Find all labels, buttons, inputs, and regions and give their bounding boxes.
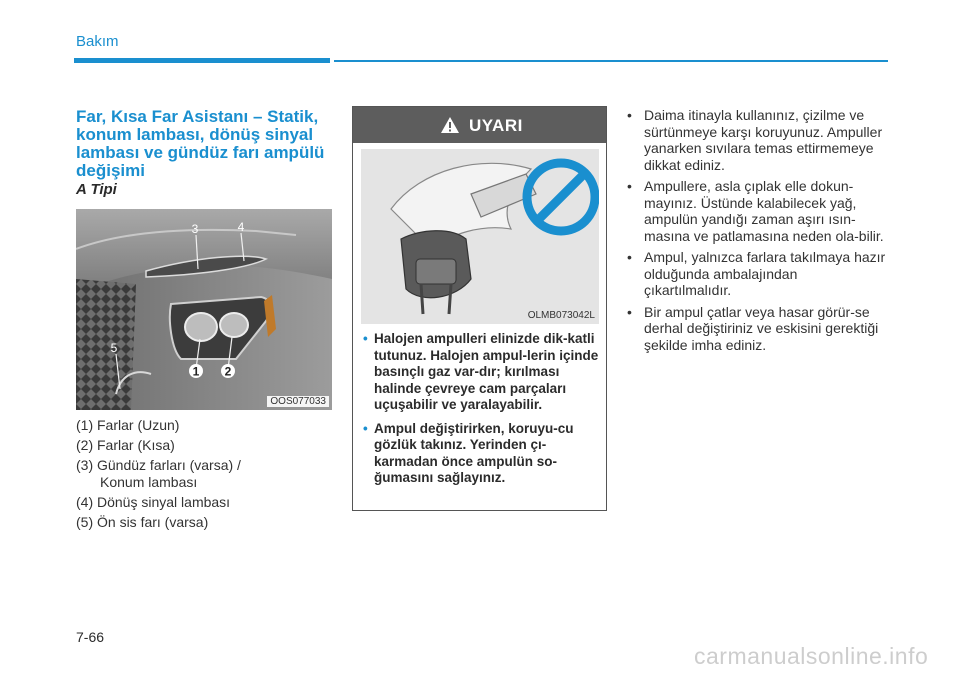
list-item: • Ampullere, asla çıplak elle dokun-mayınız. Üstünde kalabilecek yağ, ampulün yandığı zaman aşırı ısın-masına ve patlamasına neden ola-bilir. xyxy=(627,178,884,244)
list-item: • Bir ampul çatlar veya hasar görür-se derhal değiştiriniz ve eskisini gerektiği şekilde imha ediniz. xyxy=(627,303,879,353)
parts-item: (1) Farlar (Uzun) xyxy=(76,417,180,433)
list-item: • Daima itinayla kullanınız, çizilme ve sürtünmeye karşı koruyunuz. Ampuller yanarken sıvılara temas ettirmemeye dikkat ediniz. xyxy=(627,107,883,173)
header-rule-thin xyxy=(334,60,888,62)
page-number: 7-66 xyxy=(76,629,105,645)
parts-item: (4) Dönüş sinyal lambası xyxy=(76,493,231,510)
callout-2: 2 xyxy=(224,364,232,379)
header-rule-thick xyxy=(74,58,330,63)
bulb-figure xyxy=(361,149,599,324)
callout-1: 1 xyxy=(192,364,200,379)
car-front-illustration xyxy=(76,209,332,410)
bulb-figure-code: OLMB073042L xyxy=(527,310,595,321)
list-item: • Ampul, yalnızca farlara takılmaya hazır olduğunda ambalajından çıkartılmalıdır. xyxy=(627,249,886,298)
watermark: carmanualsonline.info xyxy=(694,643,929,669)
warning-box xyxy=(352,106,607,511)
warning-header xyxy=(353,107,606,143)
right-list xyxy=(627,107,887,358)
parts-list xyxy=(76,417,336,534)
parts-item: (3) Gündüz farları (varsa) / Konum lambası xyxy=(76,457,241,490)
callout-3: 3 xyxy=(191,222,199,236)
procedure-heading: Far, Kısa Far Asistanı – Statik, konum lambası, dönüş sinyal lambası ve gündüz farı ampülü değişimi xyxy=(76,107,325,180)
warning-item: • Halojen ampulleri elinizde dik-katli tutunuz. Halojen ampul-lerin içinde basınçlı gaz var-dır; kırılması halinde çevreye cam parçaları uçuşabilir ve yaralayabilir. xyxy=(363,331,599,412)
figure-code: OOS077033 xyxy=(267,396,329,407)
warning-triangle-icon xyxy=(440,116,460,134)
parts-item: (2) Farlar (Kısa) xyxy=(76,437,175,453)
warning-item: • Ampul değiştirirken, koruyu-cu gözlük takınız. Yerinden çı-karmadan önce ampulün so-ğumasını sağlayınız. xyxy=(363,420,574,485)
parts-item: (5) Ön sis farı (varsa) xyxy=(76,513,209,530)
section-title: Bakım xyxy=(76,33,119,50)
halogen-bulb-illustration xyxy=(361,149,599,324)
callout-5: 5 xyxy=(110,341,118,355)
type-label: A Tipi xyxy=(76,181,117,198)
callout-4: 4 xyxy=(237,220,245,234)
car-headlight-figure xyxy=(76,209,332,410)
warning-title: UYARI xyxy=(469,116,523,135)
warning-list xyxy=(363,331,599,494)
